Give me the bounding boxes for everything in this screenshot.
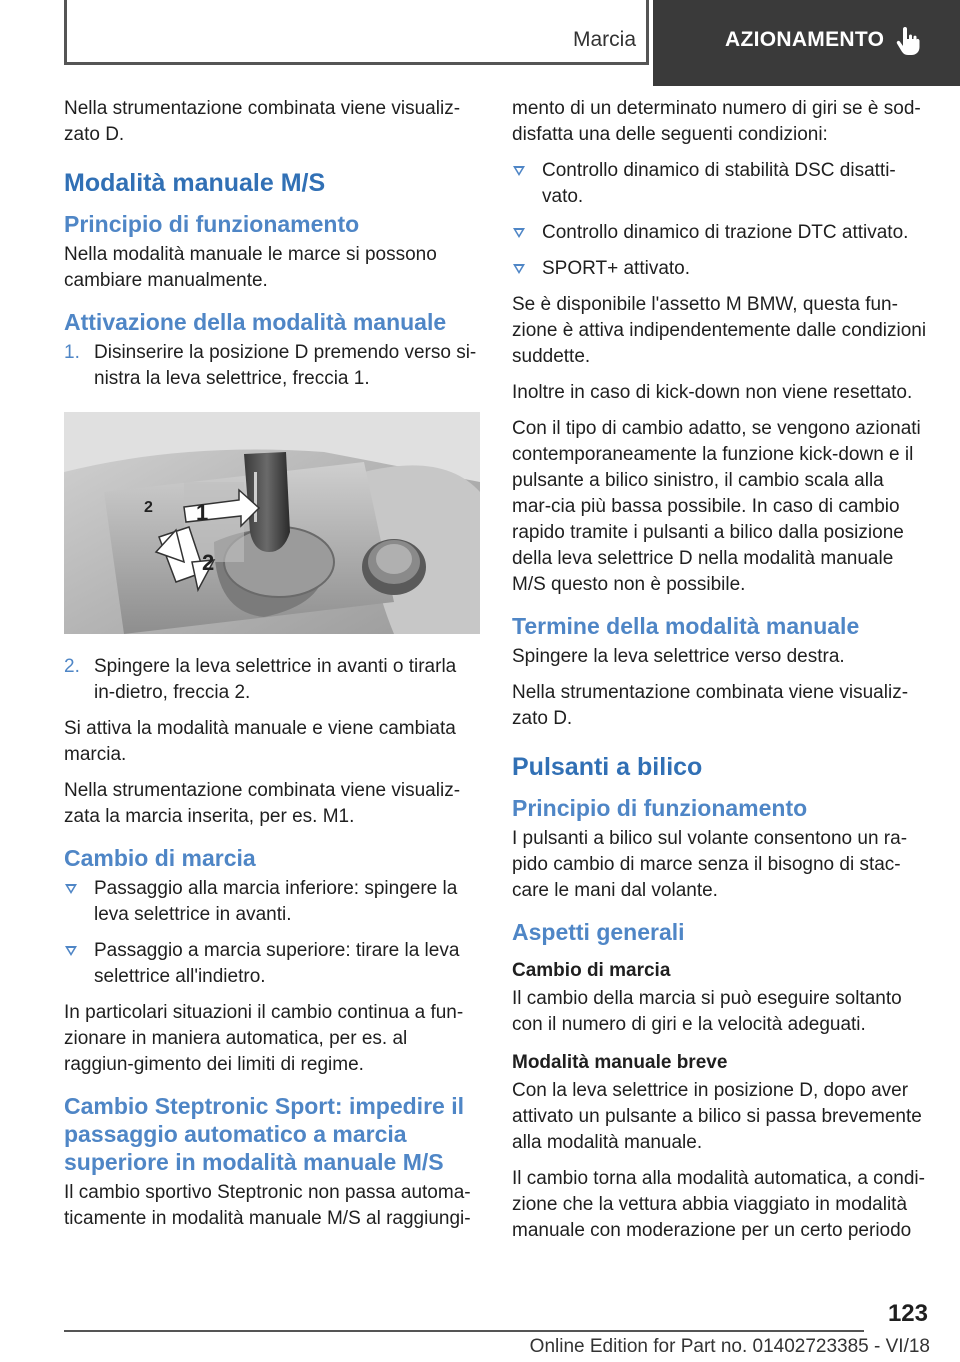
left-column: [64, 96, 480, 1242]
gear-lever-image: [64, 412, 480, 634]
subheading-brief-manual: Modalità manuale breve: [512, 1052, 728, 1073]
list-item: [64, 938, 480, 990]
arrow-label-2-upper: 2: [144, 499, 153, 516]
section-title: AZIONAMENTO: [725, 28, 885, 51]
step-number: 1.: [64, 342, 80, 363]
list-item: [512, 256, 928, 282]
heading-steptronic-sport: Cambio Steptronic Sport: impedire il passaggio automatico a marcia superiore in modalità manuale M/S: [64, 1093, 464, 1175]
brief-paragraph: Con la leva selettrice in posizione D, dopo aver attivato un pulsante a bilico si passa brevemente alla modalità manuale.: [512, 1080, 922, 1153]
heading-general: Aspetti generali: [512, 919, 685, 945]
step-text: Disinserire la posizione D premendo verso si-nistra la leva selettrice, freccia 1.: [94, 342, 477, 389]
header-rule-bottom: [64, 62, 649, 65]
display-paragraph: Nella strumentazione combinata viene visualiz-zata la marcia inserita, per es. M1.: [64, 780, 461, 827]
list-item: [64, 340, 480, 392]
continued-paragraph: mento di un determinato numero di giri se è sod-disfatta una delle seguenti condizioni:: [512, 98, 921, 145]
step-number: 2.: [64, 656, 80, 677]
bullet-text: Controllo dinamico di stabilità DSC disatti-vato.: [542, 160, 896, 207]
auto-paragraph: In particolari situazioni il cambio continua a fun-zionare in maniera automatica, per es. al raggiun-gimento dei limiti di regime.: [64, 1002, 464, 1075]
heading-manual-mode: Modalità manuale M/S: [64, 169, 326, 197]
bullet-text: Passaggio alla marcia inferiore: spingere la leva selettrice in avanti.: [94, 878, 458, 925]
end-paragraph-1: Spingere la leva selettrice verso destra.: [512, 646, 845, 667]
heading-gear-shift: Cambio di marcia: [64, 845, 256, 871]
principle-paragraph: Nella modalità manuale le marce si possono cambiare manualmente.: [64, 244, 437, 291]
paddle-principle-paragraph: I pulsanti a bilico sul volante consentono un ra-pido cambio di marce senza il bisogno di stac-care le mani dal volante.: [512, 828, 908, 901]
sport-paragraph: Il cambio sportivo Steptronic non passa automa-ticamente in modalità manuale M/S al raggiungi-: [64, 1182, 471, 1229]
conditions-list: [512, 158, 928, 282]
bullet-triangle-icon: [65, 884, 77, 894]
bullet-triangle-icon: [513, 166, 525, 176]
list-item: [64, 876, 480, 928]
bullet-text: Passaggio a marcia superiore: tirare la leva selettrice all'indietro.: [94, 940, 460, 987]
list-item: [512, 220, 928, 246]
page-number: 123: [887, 1300, 928, 1327]
list-item: [64, 654, 480, 706]
chapter-title: Marcia: [572, 28, 636, 51]
heading-paddles: Pulsanti a bilico: [512, 753, 703, 781]
shift-list: [64, 876, 480, 990]
heading-paddle-principle: Principio di funzionamento: [512, 795, 808, 821]
arrow-label-1: 1: [196, 500, 209, 525]
activation-steps: [64, 340, 480, 392]
mbmw-paragraph: Se è disponibile l'assetto M BMW, questa fun-zione è attiva indipendentemente dalle condizioni suddette.: [512, 294, 927, 367]
activated-paragraph: Si attiva la modalità manuale e viene cambiata marcia.: [64, 718, 456, 765]
header-rule-right: [646, 0, 649, 64]
adatto-paragraph: Con il tipo di cambio adatto, se vengono azionati contemporaneamente la funzione kick-down e il pulsante a bilico sinistro, il cambio scala alla mar-cia più bassa possibile. In caso di cambio rapido tramite i pulsanti a bilico dalla posizione della leva selettrice D nella modalità manuale M/S questo non è possibile.: [512, 418, 921, 595]
heading-end-manual: Termine della modalità manuale: [512, 613, 860, 639]
activation-steps-cont: [64, 654, 480, 706]
return-paragraph: Il cambio torna alla modalità automatica, a condi-zione che la vettura abbia viaggiato in modalità manuale con moderazione per un certo periodo: [512, 1168, 925, 1241]
section-tab: [653, 0, 960, 86]
bullet-text: Controllo dinamico di trazione DTC attivato.: [542, 222, 909, 243]
arrow-label-2: 2: [202, 550, 215, 575]
shift-paragraph: Il cambio della marcia si può eseguire soltanto con il numero di giri e la velocità adeguati.: [512, 988, 902, 1035]
subheading-gear-shift: Cambio di marcia: [512, 960, 671, 981]
kickdown-paragraph: Inoltre in caso di kick-down non viene resettato.: [512, 382, 913, 403]
heading-activation: Attivazione della modalità manuale: [64, 309, 447, 335]
header-rule-left: [64, 0, 67, 64]
bullet-triangle-icon: [513, 228, 525, 238]
end-paragraph-2: Nella strumentazione combinata viene visualiz-zato D.: [512, 682, 909, 729]
footer-rule: [64, 1330, 864, 1332]
edition-note: Online Edition for Part no. 01402723385 - VI/18: [529, 1336, 930, 1357]
step-text: Spingere la leva selettrice in avanti o tirarla in-dietro, freccia 2.: [94, 656, 457, 703]
bullet-triangle-icon: [65, 946, 77, 956]
list-item: [512, 158, 928, 210]
right-column: [512, 96, 928, 1254]
bullet-triangle-icon: [513, 264, 525, 274]
bullet-text: SPORT+ attivato.: [542, 258, 691, 279]
hand-pointer-icon: [896, 26, 920, 56]
heading-principle: Principio di funzionamento: [64, 211, 360, 237]
intro-paragraph: Nella strumentazione combinata viene visualiz-zato D.: [64, 98, 461, 145]
